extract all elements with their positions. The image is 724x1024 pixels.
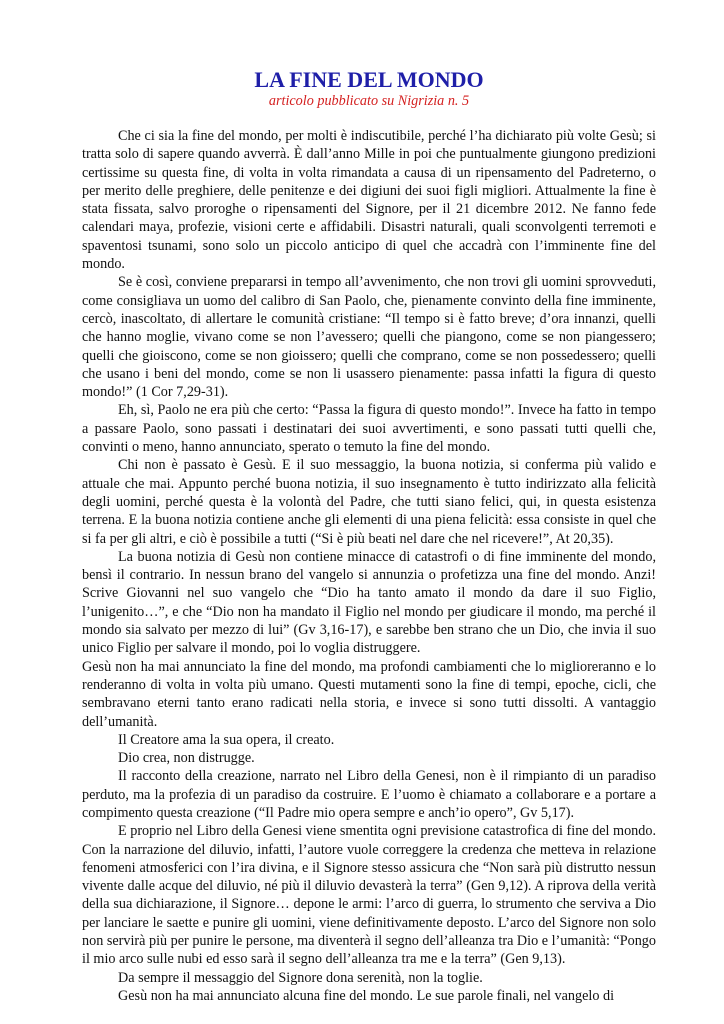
document-page — [82, 68, 656, 1005]
paragraph: Gesù non ha mai annunciato alcuna fine del mondo. Le sue parole finali, nel vangelo di — [118, 987, 615, 1004]
paragraph: Gesù non ha mai annunciato la fine del mondo, ma profondi cambiamenti che lo miglioreranno e lo renderanno di volta in volta più umano. Questi mutamenti sono la fine di tempi, epoche, cicli, che sembravano eterni tanto erano radicati nella storia, e invece si sono tutti dissolti. A vantaggio dell’umanità. — [82, 658, 656, 730]
paragraph: La buona notizia di Gesù non contiene minacce di catastrofi o di fine imminente del mondo, bensì il contrario. In nessun brano del vangelo si annunzia o profetizza una fine del mondo. Anzi! Scrive Giovanni nel suo vangelo che “Dio ha tanto amato il mondo da dare il suo Figlio, l’unigenito…”, e che “Dio non ha mandato il Figlio nel mondo per giudicare il mondo, ma perché il mondo sia salvato per mezzo di lui” (Gv 3,16-17), e sarebbe ben strano che un Dio, che invia il suo unico Figlio per salvare il mondo, poi lo voglia distruggere. — [82, 548, 656, 657]
paragraph: Eh, sì, Paolo ne era più che certo: “Passa la figura di questo mondo!”. Invece ha fatto in tempo a passare Paolo, sono passati i destinatari dei suoi avvertimenti, e sono passati tutti quelli che, convinti o meno, hanno annunciato, sperato o temuto la fine del mondo. — [82, 402, 656, 456]
paragraph: Dio crea, non distrugge. — [118, 750, 255, 767]
document-subtitle: articolo pubblicato su Nigrizia n. 5 — [268, 93, 470, 109]
paragraph: Se è così, conviene prepararsi in tempo all’avvenimento, che non trovi gli uomini sprovveduti, come consigliava un uomo del calibro di San Paolo, che, pienamente convinto della fine imminente, cercò, inascoltato, di allertare le comunità cristiane: “Il tempo si è fatto breve; d’ora innanzi, quelli che hanno moglie, vivano come se non l’avessero; quelli che piangono, come se non piangessero; quelli che gioiscono, come se non gioissero; quelli che comprano, come se non possedessero; quelli che usano i beni del mondo, come se non li usassero pienamente: passa infatti la figura di questo mondo!” (1 Cor 7,29-31). — [82, 274, 656, 401]
article-body — [82, 127, 656, 1005]
paragraph: Da sempre il messaggio del Signore dona serenità, non la toglie. — [118, 969, 483, 986]
paragraph: Il racconto della creazione, narrato nel Libro della Genesi, non è il rimpianto di un paradiso perduto, ma la profezia di un paradiso da costruire. E l’uomo è chiamato a collaborare e a portare a compimento questa creazione (“Il Padre mio opera sempre e anch’io opero”, Gv 5,17). — [82, 768, 656, 821]
paragraph: Il Creatore ama la sua opera, il creato. — [118, 731, 335, 748]
paragraph: Che ci sia la fine del mondo, per molti è indiscutibile, perché l’ha dichiarato più volte Gesù; si tratta solo di sapere quando avverrà. È dall’anno Mille in poi che puntualmente giungono predizioni certissime su questa fine, di volta in volta rimandata a causa di un ripensamento del Padreterno, o per merito delle preghiere, delle penitenze e dei digiuni dei suoi figli migliori. Attualmente la fine è stata fissata, salvo proroghe o ripensamenti del Signore, per il 21 dicembre 2012. Ne fanno fede calendari maya, profezie, visioni certe e affidabili. Disastri naturali, quali sconvolgenti terremoti e spaventosi tsunami, sono solo un piccolo anticipo di quel che accadrà con l’imminente fine del mondo. — [82, 128, 656, 273]
paragraph: Chi non è passato è Gesù. E il suo messaggio, la buona notizia, si conferma più valido e attuale che mai. Appunto perché buona notizia, il suo insegnamento è tutto indirizzato alla felicità degli uomini, perché questa è la volontà del Padre, che tutti siano felici, qui, in questa esistenza terrena. E la buona notizia contiene anche gli elementi di una piena felicità: essa consiste in quel che si fa per gli altri, e ciò è possibile a tutti (“Si è più beati nel dare che nel ricevere!”, At 20,35). — [82, 457, 656, 547]
paragraph: E proprio nel Libro della Genesi viene smentita ogni previsione catastrofica di fine del mondo. Con la narrazione del diluvio, infatti, l’autore vuole correggere la credenza che metteva in relazione fenomeni atmosferici con l’ira divina, e il Signore stesso assicura che “Non sarà più distrutto nessun vivente dalle acque del diluvio, né più il diluvio devasterà la terra” (Gen 9,12). A riprova della verità della sua dichiarazione, il Signore… depone le armi: l’arco di guerra, lo strumento che serviva a Dio per lanciare le saette e punire gli uomini, viene definitivamente deposto. L’arco del Signore non solo non servirà più per punire le persone, ma diventerà il segno dell’alleanza tra Dio e l’umanità: “Pongo il mio arco sulle nubi ed esso sarà il segno dell’alleanza tra me e la terra” (Gen 9,13). — [82, 823, 656, 968]
document-title: LA FINE DEL MONDO — [254, 67, 484, 92]
